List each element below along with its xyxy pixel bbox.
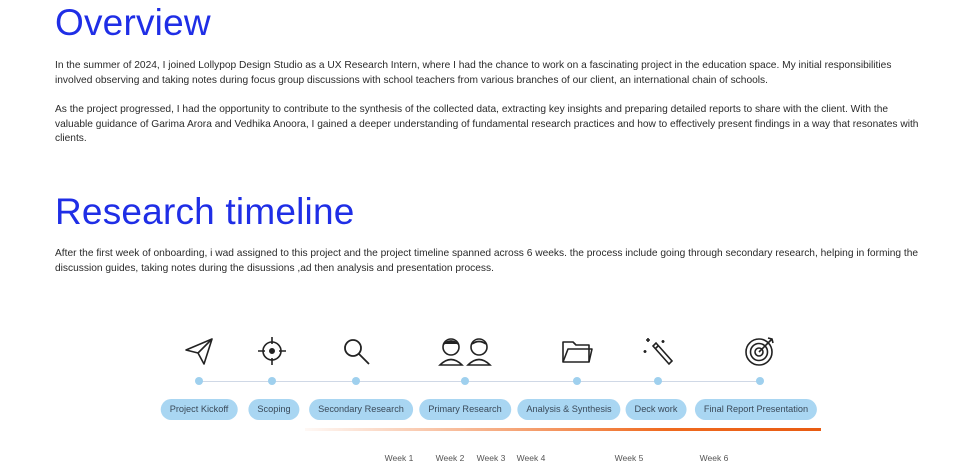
magnifier-icon [339,334,373,368]
magic-wand-icon [641,334,675,368]
timeline-dot [573,377,581,385]
week-label: Week 3 [476,453,506,463]
step-project-kickoff: Project Kickoff [161,399,238,420]
timeline-dot [268,377,276,385]
week-label: Week 6 [699,453,729,463]
timeline-dot [654,377,662,385]
step-final-report-presentation: Final Report Presentation [695,399,817,420]
week-label: Week 2 [435,453,465,463]
crosshair-icon [255,334,289,368]
timeline-progress-bar [305,428,821,431]
timeline-title: Research timeline [55,191,355,232]
timeline-dot [195,377,203,385]
timeline-track [198,381,761,382]
paper-plane-icon [182,334,216,368]
step-analysis-synthesis: Analysis & Synthesis [517,399,620,420]
step-secondary-research: Secondary Research [309,399,413,420]
step-primary-research: Primary Research [419,399,511,420]
step-deck-work: Deck work [626,399,687,420]
target-icon [743,334,777,368]
overview-title: Overview [55,2,211,43]
overview-paragraph-2: As the project progressed, I had the opportunity to contribute to the synthesis of the collected data, extracting key insights and preparing detailed reports to share with the client. With the valuable guidance of Garima Arora and Vedhika Anoora, I gained a deeper understanding of fundamental research practices and how to effectively present findings in a way that resonates with clients. [55,104,919,145]
week-label: Week 5 [614,453,644,463]
week-label: Week 4 [516,453,546,463]
week-label: Week 1 [384,453,414,463]
people-icon [437,334,493,368]
step-scoping: Scoping [248,399,299,420]
timeline-dot [461,377,469,385]
folder-icon [560,334,594,368]
timeline-dot [352,377,360,385]
timeline-dot [756,377,764,385]
timeline-intro: After the first week of onboarding, i wad assigned to this project and the project timeline spanned across 6 weeks. the process include going through secondary research, helping in forming the discussion guides, taking notes during the disussions ,ad then analysis and presentation process. [55,248,919,274]
overview-paragraph-1: In the summer of 2024, I joined Lollypop Design Studio as a UX Research Intern, where I had the chance to work on a fascinating project in the education space. My initial responsibilities involved observing and taking notes during focus group discussions with school teachers from various branches of our client, an international chain of schools. [55,60,892,86]
